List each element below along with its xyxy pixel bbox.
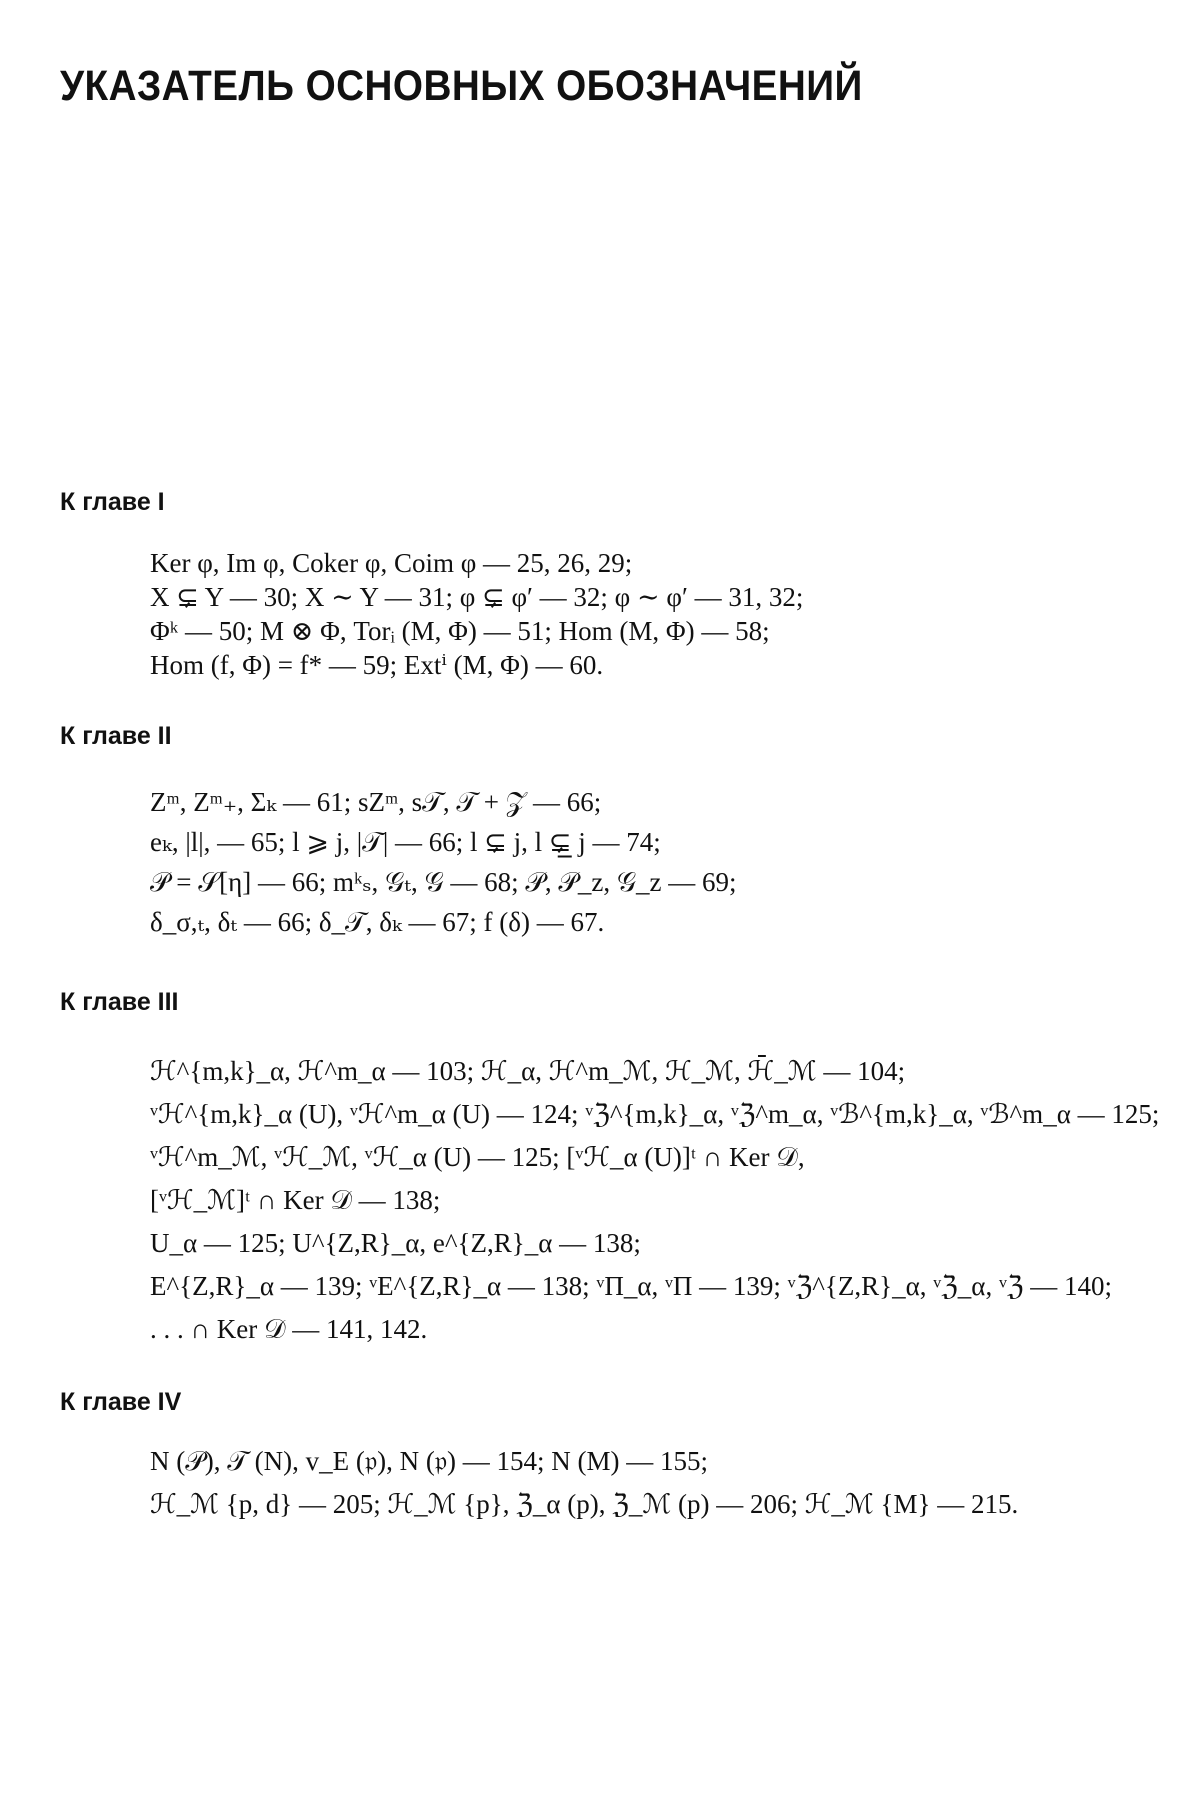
chapter-1-line-4: Hom (f, Φ) = f* — 59; Extⁱ (M, Φ) — 60. — [150, 650, 604, 680]
chapter-1-line-1: Ker φ, Im φ, Coker φ, Coim φ — 25, 26, 29; — [150, 548, 633, 578]
chapter-1-line-3: Φᵏ — 50; M ⊗ Φ, Torᵢ (M, Φ) — 51; Hom (M, Φ) — 58; — [150, 616, 770, 646]
chapter-heading-3: К главе III — [60, 988, 179, 1016]
chapter-4-entries — [150, 1440, 1018, 1526]
chapter-4-line-1: N (𝒫), 𝒯 (N), v_E (𝔭), N (𝔭) — 154; N (M) — 155; — [150, 1446, 709, 1476]
chapter-heading-4: К главе IV — [60, 1388, 182, 1416]
chapter-3-line-3: ᵛℋ^m_ℳ, ᵛℋ_ℳ, ᵛℋ_α (U) — 125; [ᵛℋ_α (U)]ᵗ ∩ Ker 𝒟, — [150, 1142, 805, 1172]
chapter-4-line-2: ℋ_ℳ {p, d} — 205; ℋ_ℳ {p}, ℨ_α (p), ℨ_ℳ (p) — 206; ℋ_ℳ {M} — 215. — [150, 1489, 1019, 1519]
page-title: УКАЗАТЕЛЬ ОСНОВНЫХ ОБОЗНАЧЕНИЙ — [60, 62, 863, 110]
chapter-2-line-2: eₖ, |l|, — 65; l ⩾ j, |𝒯| — 66; l ⊊ j, l ⊊̲ j — 74; — [150, 827, 661, 857]
chapter-2-line-1: Zᵐ, Zᵐ₊, Σₖ — 61; sZᵐ, s𝒯, 𝒯 + 𝒵 — 66; — [150, 787, 602, 817]
chapter-2-line-4: δ_σ,ₜ, δₜ — 66; δ_𝒯, δₖ — 67; f (δ) — 67. — [150, 907, 605, 937]
chapter-3-entries — [150, 1050, 1159, 1351]
chapter-1-line-2: X ⊊ Y — 30; X ∼ Y — 31; φ ⊊ φ′ — 32; φ ∼ φ′ — 31, 32; — [150, 582, 804, 612]
chapter-2-line-3: 𝒫 = 𝒮[η] — 66; mᵏₛ, 𝒢ₜ, 𝒢 — 68; 𝒫, 𝒫_z, 𝒢_z — 69; — [150, 867, 737, 897]
chapter-heading-2: К главе II — [60, 722, 172, 750]
chapter-heading-1: К главе I — [60, 488, 165, 516]
chapter-2-entries — [150, 782, 737, 942]
chapter-3-line-5: U_α — 125; U^{Z,R}_α, e^{Z,R}_α — 138; — [150, 1228, 641, 1258]
chapter-1-entries — [150, 546, 803, 682]
chapter-3-line-1: ℋ^{m,k}_α, ℋ^m_α — 103; ℋ_α, ℋ^m_ℳ, ℋ_ℳ, ℋ̄_ℳ — 104; — [150, 1056, 906, 1086]
chapter-3-line-2: ᵛℋ^{m,k}_α (U), ᵛℋ^m_α (U) — 124; ᵛℨ^{m,k}_α, ᵛℨ^m_α, ᵛℬ^{m,k}_α, ᵛℬ^m_α — 125; — [150, 1099, 1160, 1129]
chapter-3-line-6: E^{Z,R}_α — 139; ᵛE^{Z,R}_α — 138; ᵛΠ_α, ᵛΠ — 139; ᵛℨ^{Z,R}_α, ᵛℨ_α, ᵛℨ — 140; — [150, 1271, 1113, 1301]
chapter-3-line-7: . . . ∩ Ker 𝒟 — 141, 142. — [150, 1314, 428, 1344]
chapter-3-line-4: [ᵛℋ_ℳ]ᵗ ∩ Ker 𝒟 — 138; — [150, 1185, 441, 1215]
